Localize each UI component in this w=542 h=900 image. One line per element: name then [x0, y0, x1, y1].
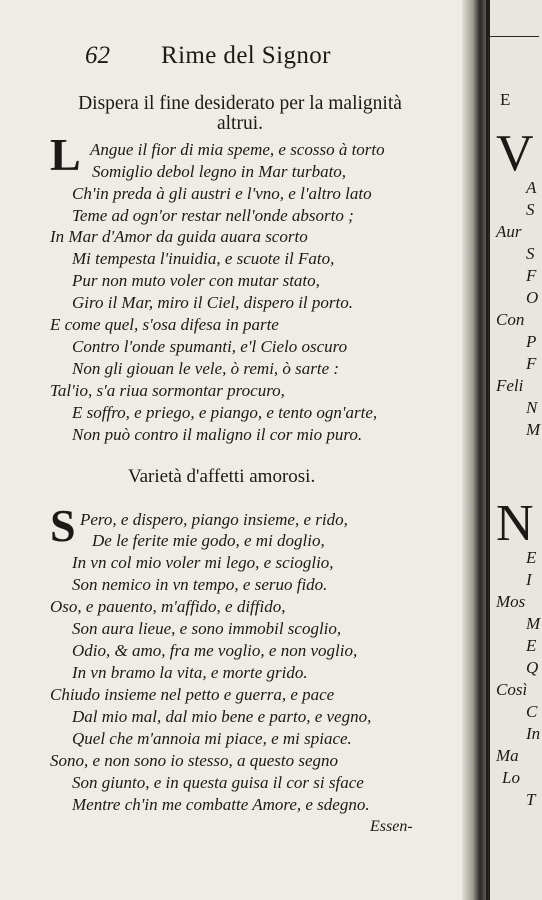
poem-line: Ch'in preda à gli austri e l'vno, e l'altro lato [72, 184, 372, 203]
right-fragment: C [526, 702, 538, 721]
poem-line: E come quel, s'osa difesa in parte [50, 315, 279, 334]
poem-line: Non gli giouan le vele, ò remi, ò sarte : [72, 359, 340, 378]
poem-line: E soffro, e priego, e piango, e tento ogn'arte, [72, 403, 378, 422]
right-fragment: I [526, 570, 532, 589]
right-fragment: S [526, 200, 535, 219]
catchword: Essen- [370, 818, 413, 835]
right-fragment: In [526, 724, 541, 743]
poem1-dropcap: L [50, 129, 81, 180]
poem-line: Pero, e dispero, piango insieme, e rido, [80, 510, 348, 529]
poem-line: Son aura lieue, e sono immobil scoglio, [72, 619, 342, 638]
poem-line: Quel che m'annoia mi piace, e mi spiace. [72, 729, 352, 748]
right-fragment: M [526, 614, 541, 633]
poem-line: Chiudo insieme nel petto e guerra, e pace [50, 685, 335, 704]
running-title: Rime del Signor [161, 42, 331, 69]
right-fragment: T [526, 790, 536, 809]
right-fragment: F [526, 266, 537, 285]
book-gutter [462, 0, 486, 900]
right-fragment: A [526, 178, 537, 197]
page-number: 62 [85, 42, 110, 69]
right-fragment: E [526, 548, 537, 567]
poem1-title-line2: altrui. [216, 113, 264, 134]
right-fragment: O [526, 288, 539, 307]
poem-line: In vn bramo la vita, e morte grido. [72, 663, 308, 682]
poem-line: Non può contro il maligno il cor mio puro. [72, 425, 363, 444]
right-fragment: F [526, 354, 537, 373]
right-fragment: E [526, 636, 537, 655]
poem-line: Son nemico in vn tempo, e seruo fido. [72, 575, 328, 594]
right-fragment: E [500, 90, 511, 109]
poem-line: Somiglio debol legno in Mar turbato, [92, 162, 347, 181]
poem-line: Mi tempesta l'inuidia, e scuote il Fato, [72, 249, 335, 268]
right-fragment: S [526, 244, 535, 263]
right-page-fragment [486, 0, 542, 900]
poem-line: Tal'io, s'a riua sormontar procuro, [50, 381, 285, 400]
right-fragment: Q [526, 658, 539, 677]
right-fragment: Lo [502, 768, 520, 787]
poem-line: Oso, e pauento, m'affido, e diffido, [50, 597, 286, 616]
right-fragment: Feli [496, 376, 524, 395]
right-fragment: M [526, 420, 541, 439]
poem-line: Dal mio mal, dal mio bene e parto, e vegno, [72, 707, 372, 726]
right-fragment: P [526, 332, 537, 351]
poem2-title: Varietà d'affetti amorosi. [128, 466, 316, 487]
poem-line: Pur non muto voler con mutar stato, [72, 271, 320, 290]
right-dropcap: N [496, 495, 534, 552]
poem-line: Teme ad ogn'or restar nell'onde absorto ; [72, 206, 354, 225]
right-fragment: Con [496, 310, 525, 329]
poem-line: In Mar d'Amor da guida auara scorto [50, 227, 308, 246]
right-fragment: Così [496, 680, 528, 699]
poem-line: Angue il fior di mia speme, e scosso à torto [90, 140, 385, 159]
right-fragment: N [526, 398, 538, 417]
poem-line: Sono, e non sono io stesso, a questo segno [50, 751, 339, 770]
right-fragment: Ma [496, 746, 519, 765]
poem-line: Son giunto, e in questa guisa il cor si sface [72, 773, 364, 792]
poem-line: De le ferite mie godo, e mi doglio, [92, 531, 325, 550]
right-fragment: Mos [496, 592, 526, 611]
poem-line: In vn col mio voler mi lego, e scioglio, [72, 553, 334, 572]
poem-line: Odio, & amo, fra me voglio, e non voglio, [72, 641, 358, 660]
right-dropcap: V [496, 125, 534, 182]
poem-line: Giro il Mar, miro il Ciel, dispero il porto. [72, 293, 353, 312]
poem-line: Contro l'onde spumanti, e'l Cielo oscuro [72, 337, 348, 356]
poem-line: Mentre ch'in me combatte Amore, e sdegno. [72, 795, 370, 814]
poem1-title-line1: Dispera il fine desiderato per la malignità [78, 93, 402, 114]
right-fragment: Aur [496, 222, 522, 241]
poem1-title [30, 94, 450, 134]
poem2-dropcap: S [50, 500, 76, 551]
